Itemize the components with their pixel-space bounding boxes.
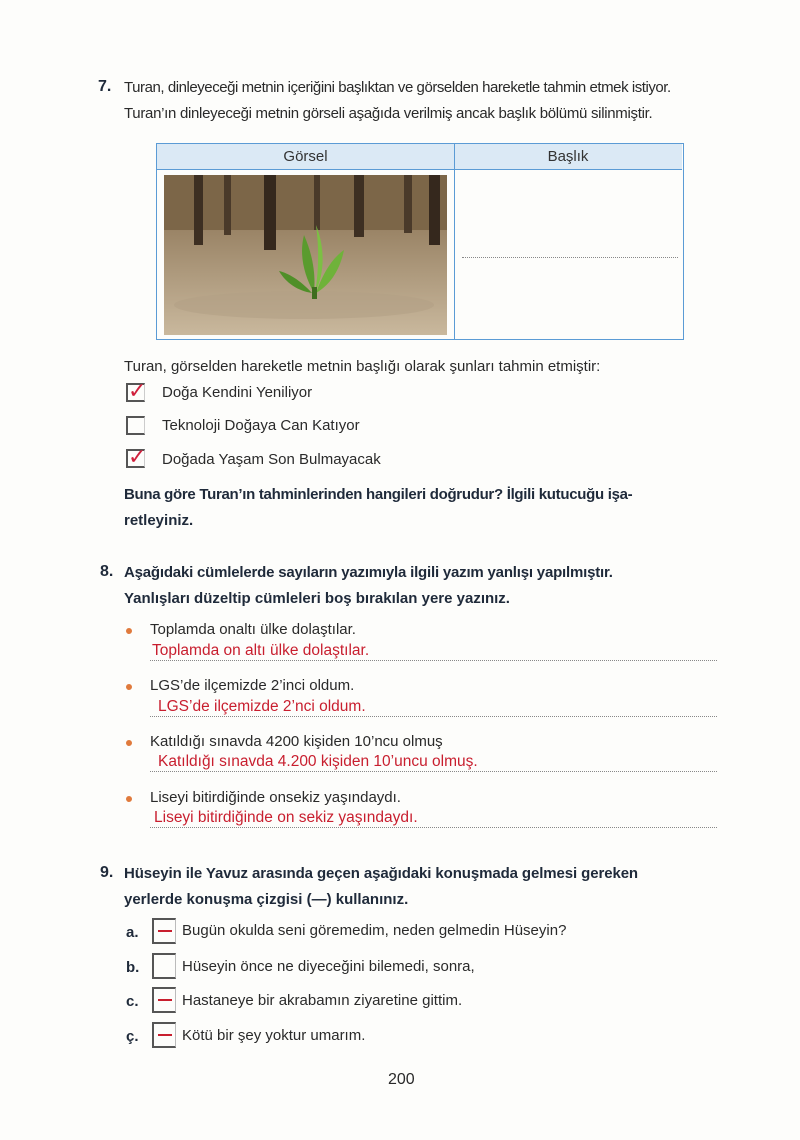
page-number: 200 xyxy=(388,1071,415,1088)
item-4-answer-line xyxy=(150,827,717,828)
item-3-original: Katıldığı sınavda 4200 kişiden 10’ncu olmuş xyxy=(150,733,443,750)
item-a-dash-icon xyxy=(158,930,172,932)
item-2-original: LGS’de ilçemizde 2’inci oldum. xyxy=(150,677,355,694)
option-1-check-icon: ✓ xyxy=(128,378,147,403)
option-3-check-icon: ✓ xyxy=(128,444,147,469)
question-7-intro-line1: Turan, dinleyeceği metnin içeriğini başlıktan ve görselden hareketle tahmin etmek istiyor. xyxy=(124,79,671,96)
question-9-line1: Hüseyin ile Yavuz arasında geçen aşağıdaki konuşmada gelmesi gereken xyxy=(124,865,638,882)
item-2-bullet xyxy=(126,684,132,690)
option-2-label: Teknoloji Doğaya Can Katıyor xyxy=(162,417,360,434)
question-7-prompt-line1: Buna göre Turan’ın tahminlerinden hangileri doğrudur? İlgili kutucuğu işa- xyxy=(124,486,633,503)
item-1-bullet xyxy=(126,628,132,634)
question-7-number: 7. xyxy=(98,78,112,95)
item-cc-text: Kötü bir şey yoktur umarım. xyxy=(182,1027,366,1044)
question-7-prompt-line2: retleyiniz. xyxy=(124,512,194,529)
question-9-number: 9. xyxy=(100,864,114,881)
item-2-answer-line xyxy=(150,716,717,717)
item-1-original: Toplamda onaltı ülke dolaştılar. xyxy=(150,621,356,638)
guess-intro: Turan, görselden hareketle metnin başlığı olarak şunları tahmin etmiştir: xyxy=(124,358,601,375)
option-2-checkbox[interactable] xyxy=(126,416,145,435)
item-cc-dash-box[interactable] xyxy=(152,1022,176,1048)
item-2-answer[interactable]: LGS’de ilçemizde 2’nci oldum. xyxy=(158,698,366,715)
item-3-bullet xyxy=(126,740,132,746)
table-column-divider xyxy=(454,144,455,339)
table-header-image: Görsel xyxy=(157,144,454,170)
table-header-title: Başlık xyxy=(454,144,682,170)
item-c-dash-icon xyxy=(158,999,172,1001)
item-b-letter: b. xyxy=(126,959,140,976)
item-4-original: Liseyi bitirdiğinde onsekiz yaşındaydı. xyxy=(150,789,401,806)
title-answer-line[interactable] xyxy=(462,257,678,258)
question-9-line2: yerlerde konuşma çizgisi (—) kullanınız. xyxy=(124,891,409,908)
item-4-bullet xyxy=(126,796,132,802)
item-1-answer[interactable]: Toplamda on altı ülke dolaştılar. xyxy=(152,642,370,659)
item-cc-dash-icon xyxy=(158,1034,172,1036)
question-8-line1: Aşağıdaki cümlelerde sayıların yazımıyla ilgili yazım yanlışı yapılmıştır. xyxy=(124,564,613,581)
question-8-number: 8. xyxy=(100,563,114,580)
item-4-answer[interactable]: Liseyi bitirdiğinde on sekiz yaşındaydı. xyxy=(154,809,418,826)
image-title-table xyxy=(156,143,684,340)
item-a-text: Bugün okulda seni göremedim, neden gelmedin Hüseyin? xyxy=(182,922,567,939)
item-1-answer-line xyxy=(150,660,717,661)
option-3-label: Doğada Yaşam Son Bulmayacak xyxy=(162,451,381,468)
item-c-text: Hastaneye bir akrabamın ziyaretine gittim. xyxy=(182,992,463,1009)
question-8-line2: Yanlışları düzeltip cümleleri boş bırakılan yere yazınız. xyxy=(124,590,510,607)
item-c-letter: c. xyxy=(126,993,139,1010)
item-cc-letter: ç. xyxy=(126,1028,139,1045)
item-b-dash-box[interactable] xyxy=(152,953,176,979)
item-c-dash-box[interactable] xyxy=(152,987,176,1013)
sprout-illustration xyxy=(164,175,447,335)
item-b-text: Hüseyin önce ne diyeceğini bilemedi, sonra, xyxy=(182,958,475,975)
option-1-label: Doğa Kendini Yeniliyor xyxy=(162,384,313,401)
item-a-letter: a. xyxy=(126,924,139,941)
question-7-intro-line2: Turan’ın dinleyeceği metnin görseli aşağıda verilmiş ancak başlık bölümü silinmiştir. xyxy=(124,105,653,122)
item-a-dash-box[interactable] xyxy=(152,918,176,944)
item-3-answer[interactable]: Katıldığı sınavda 4.200 kişiden 10’uncu olmuş. xyxy=(158,753,478,770)
forest-sprout-photo xyxy=(164,175,447,335)
item-3-answer-line xyxy=(150,771,717,772)
